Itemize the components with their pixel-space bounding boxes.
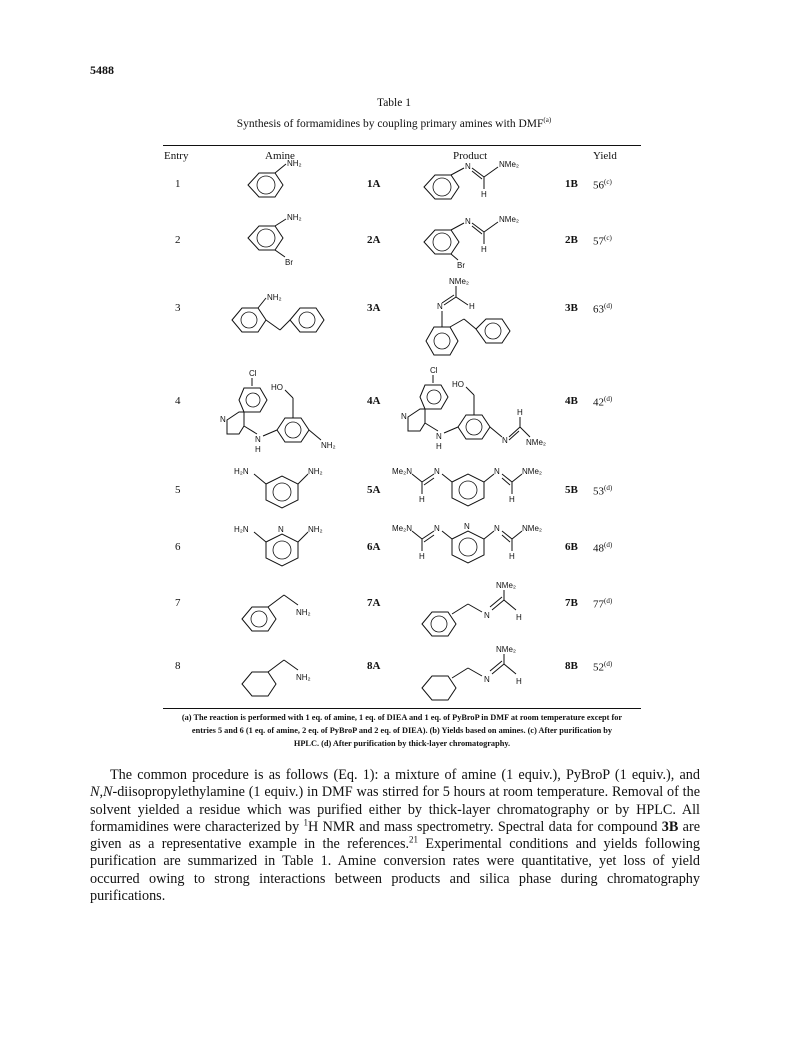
- product-8-structure: [418, 642, 548, 712]
- amine-7-structure: [240, 583, 340, 638]
- nh2-label: NH₂: [308, 467, 323, 476]
- text-run: are given as a representative example in the references.: [90, 818, 701, 853]
- nh2-label: NH₂: [287, 213, 302, 222]
- nme2-label: NMe₂: [522, 467, 542, 476]
- n-label: N: [434, 524, 440, 533]
- entry-6: 6: [175, 541, 181, 553]
- nme2-label: NMe₂: [522, 524, 542, 533]
- n-label: N: [255, 435, 261, 444]
- yield-5: 53$^{(d)}$: [593, 484, 613, 498]
- nh2-label: NH₂: [296, 608, 311, 617]
- product-code-4: 4B: [565, 395, 578, 407]
- n-label: N: [465, 217, 471, 226]
- product-code-7: 7B: [565, 597, 578, 609]
- header-amine: Amine: [265, 150, 295, 162]
- nh2-label: NH₂: [296, 673, 311, 682]
- nh2-label: NH₂: [321, 441, 336, 450]
- h-label: H: [481, 190, 487, 199]
- nme2-label: NMe₂: [499, 160, 519, 169]
- n-label: N: [437, 302, 443, 311]
- h-label: H: [436, 442, 442, 451]
- h-label: H: [469, 302, 475, 311]
- reference-superscript: 21: [409, 834, 419, 845]
- amine-5-structure: [228, 464, 338, 514]
- br-label: Br: [457, 261, 465, 270]
- me2n-label: Me₂N: [392, 467, 412, 476]
- entry-5: 5: [175, 484, 181, 496]
- entry-1: 1: [175, 178, 181, 190]
- table-footnote: [163, 711, 641, 750]
- body-paragraph: [90, 767, 700, 905]
- page-number: 5488: [90, 63, 114, 77]
- n-label: N: [484, 675, 490, 684]
- yield-8: 52$^{(d)}$: [593, 660, 613, 674]
- entry-3: 3: [175, 302, 181, 314]
- amine-code-2: 2A: [367, 234, 381, 246]
- n-label: N: [434, 467, 440, 476]
- me2n-label: Me₂N: [392, 524, 412, 533]
- product-code-3: 3B: [565, 302, 578, 314]
- amine-code-5: 5A: [367, 484, 381, 496]
- nh2-label: NH₂: [308, 525, 323, 534]
- yield-2: 57$^{(c)}$: [593, 234, 612, 248]
- n-label: N: [465, 162, 471, 171]
- entry-4: 4: [175, 395, 181, 407]
- table-title: Table 1: [376, 97, 411, 109]
- product-7-structure: [418, 578, 548, 648]
- amine-8-structure: [240, 648, 340, 703]
- table-bottom-rule: [163, 708, 641, 709]
- text-run: -diisopropylethylamine (1 equiv.) in DMF was stirred for 5 hours at room temperature. Removal of the solvent yielded a residue which was purified either by thick-layer chromatography or by HPLC. All formamidines were characterized by: [90, 784, 700, 835]
- amine-2-structure: [240, 213, 320, 268]
- entry-2: 2: [175, 234, 181, 246]
- n-label: N: [502, 436, 508, 445]
- h-label: H: [255, 445, 261, 454]
- cl-label: Cl: [430, 366, 438, 375]
- h-label: H: [509, 495, 515, 504]
- h-label: H: [419, 552, 425, 561]
- yield-4: 42$^{(d)}$: [593, 395, 613, 409]
- header-yield: Yield: [593, 150, 617, 162]
- table-caption: Synthesis of formamidines by coupling primary amines with DMF$^{(a)}$: [236, 116, 552, 130]
- entry-8: 8: [175, 660, 181, 672]
- product-code-2: 2B: [565, 234, 578, 246]
- nme2-label: NMe₂: [499, 215, 519, 224]
- footnote-line-3: HPLC. (d) After purification by thick-layer chromatography.: [293, 739, 511, 748]
- text-run: The common procedure is as follows (Eq. 1): a mixture of amine (1 equiv.), PyBroP (1 equiv.), and: [110, 767, 700, 783]
- n-label: N: [484, 611, 490, 620]
- amine-code-3: 3A: [367, 302, 381, 314]
- h-label: H: [509, 552, 515, 561]
- product-code-5: 5B: [565, 484, 578, 496]
- header-product: Product: [453, 150, 488, 162]
- yield-1: 56$^{(c)}$: [593, 178, 612, 192]
- nh2-label: NH₂: [287, 159, 302, 168]
- amine-1-structure: [240, 160, 320, 210]
- amine-6-structure: [228, 520, 338, 575]
- cl-label: Cl: [249, 369, 257, 378]
- product-code-8: 8B: [565, 660, 578, 672]
- amine-3-structure: [228, 290, 338, 340]
- yield-6: 48$^{(d)}$: [593, 541, 613, 555]
- text-run-italic: N,N: [90, 784, 113, 801]
- table-top-rule: [163, 145, 641, 146]
- ho-label: HO: [452, 380, 464, 389]
- product-5-structure: [390, 462, 565, 517]
- footnote-line-1: (a) The reaction is performed with 1 eq. of amine, 1 eq. of DIEA and 1 eq. of PyBroP in DMF at room temperature except for: [181, 713, 623, 722]
- nme2-label: NMe₂: [496, 581, 516, 590]
- n-label: N: [494, 524, 500, 533]
- n-label: N: [401, 412, 407, 421]
- ho-label: HO: [271, 383, 283, 392]
- amine-code-8: 8A: [367, 660, 381, 672]
- amine-code-7: 7A: [367, 597, 381, 609]
- n-label: N: [278, 525, 284, 534]
- amine-code-4: 4A: [367, 395, 381, 407]
- br-label: Br: [285, 258, 293, 267]
- h-label: H: [516, 613, 522, 622]
- nme2-label: NMe₂: [496, 645, 516, 654]
- compound-ref: 3B: [661, 818, 679, 835]
- text-run: H NMR and mass spectrometry. Spectral data for compound: [308, 818, 662, 835]
- yield-3: 63$^{(d)}$: [593, 302, 613, 316]
- h-label: H: [517, 408, 523, 417]
- h-label: H: [419, 495, 425, 504]
- yield-7: 77$^{(d)}$: [593, 597, 613, 611]
- h-label: H: [516, 677, 522, 686]
- n-label: N: [220, 415, 226, 424]
- amine-code-1: 1A: [367, 178, 381, 190]
- product-code-6: 6B: [565, 541, 578, 553]
- product-2-structure: [418, 210, 548, 270]
- amine-code-6: 6A: [367, 541, 381, 553]
- n-label: N: [494, 467, 500, 476]
- superscript: 1: [303, 817, 309, 828]
- h-label: H: [481, 245, 487, 254]
- text-run: Experimental conditions and yields following purification are summarized in Table 1. Amine conversion rates were quantitative, yet loss of yield occurred owing to strong interactions between products and silica phase during chromatography purifications.: [90, 836, 700, 905]
- product-6-structure: [390, 519, 565, 574]
- footnote-line-2: entries 5 and 6 (1 eq. of amine, 2 eq. of PyBroP and 2 eq. of DIEA). (b) Yields based on amines. (c) After purification by: [191, 726, 613, 735]
- product-4-structure: [398, 365, 558, 460]
- h2n-label: H₂N: [234, 467, 249, 476]
- header-entry: Entry: [164, 150, 189, 162]
- product-1-structure: [418, 155, 548, 210]
- nme2-label: NMe₂: [449, 277, 469, 286]
- product-code-1: 1B: [565, 178, 578, 190]
- amine-4-structure: [215, 368, 350, 458]
- nh2-label: NH₂: [267, 293, 282, 302]
- h2n-label: H₂N: [234, 525, 249, 534]
- entry-7: 7: [175, 597, 181, 609]
- n-label: N: [436, 432, 442, 441]
- nme2-label: NMe₂: [526, 438, 546, 447]
- n-label: N: [464, 522, 470, 531]
